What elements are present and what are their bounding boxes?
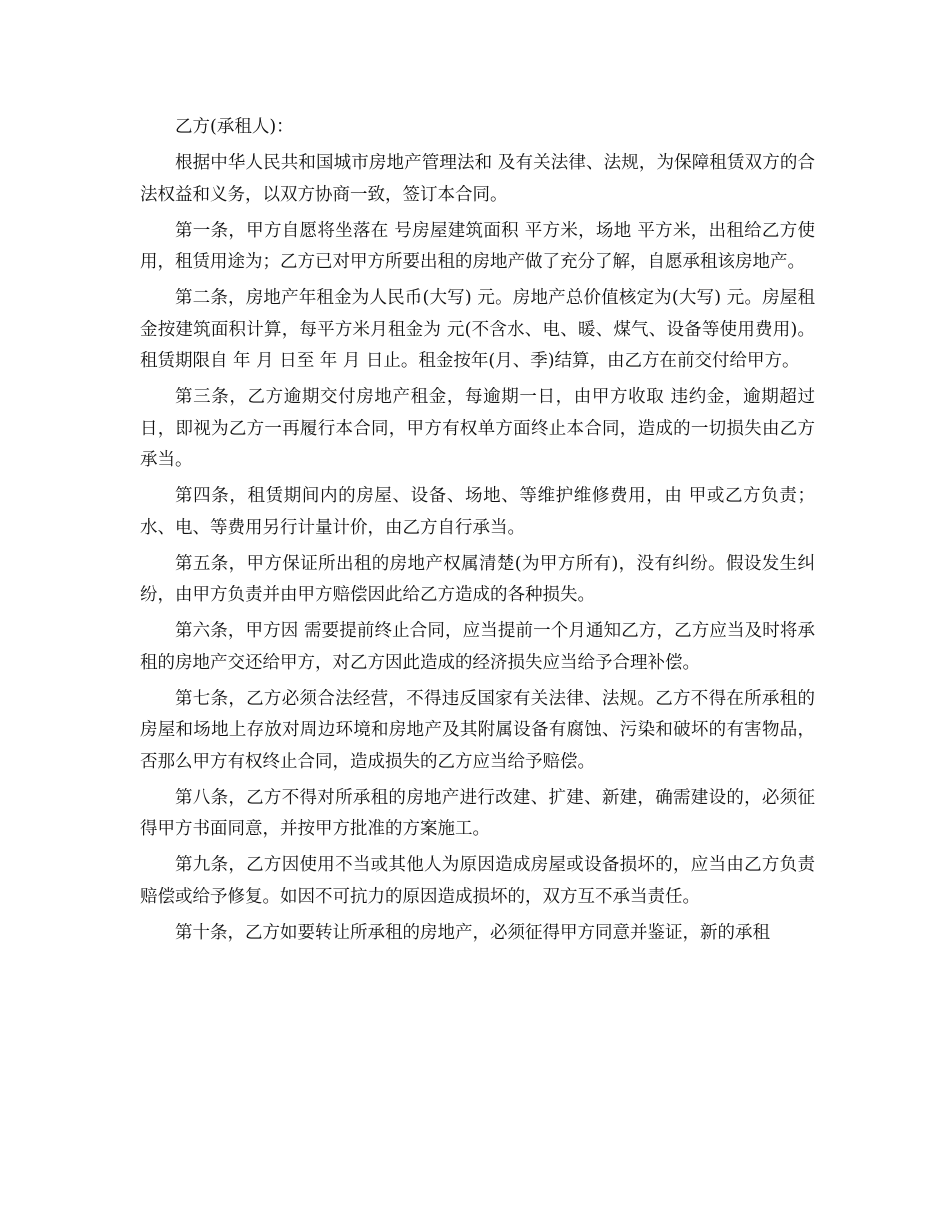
article-2-paragraph: 第二条，房地产年租金为人民币(大写) 元。房地产总价值核定为(大写) 元。房屋租金按建筑面积计算，每平方米月租金为 元(不含水、电、暖、煤气、设备等使用费用)。租赁期限自 年 月 日至 年 月 日止。租金按年(月、季)结算，由乙方在前交付给甲方。: [140, 288, 815, 371]
article-4-paragraph: 第四条，租赁期间内的房屋、设备、场地、等维护维修费用，由 甲或乙方负责；水、电、等费用另行计量计价，由乙方自行承当。: [140, 486, 815, 538]
article-6-paragraph: 第六条，甲方因 需要提前终止合同，应当提前一个月通知乙方，乙方应当及时将承租的房地产交还给甲方，对乙方因此造成的经济损失应当给予合理补偿。: [140, 621, 815, 673]
article-1-paragraph: 第一条，甲方自愿将坐落在 号房屋建筑面积 平方米，场地 平方米，出租给乙方使用，租赁用途为；乙方已对甲方所要出租的房地产做了充分了解，自愿承租该房地产。: [140, 220, 815, 272]
article-8-paragraph: 第八条，乙方不得对所承租的房地产进行改建、扩建、新建，确需建设的，必须征得甲方书面同意，并按甲方批准的方案施工。: [140, 787, 815, 839]
article-3-paragraph: 第三条，乙方逾期交付房地产租金，每逾期一日，由甲方收取 违约金，逾期超过 日，即视为乙方一再履行本合同，甲方有权单方面终止本合同，造成的一切损失由乙方承当。: [140, 387, 815, 470]
article-7-paragraph: 第七条，乙方必须合法经营，不得违反国家有关法律、法规。乙方不得在所承租的房屋和场地上存放对周边环境和房地产及其附属设备有腐蚀、污染和破坏的有害物品，否那么甲方有权终止合同，造成损失的乙方应当给予赔偿。: [140, 688, 815, 772]
article-5-paragraph: 第五条，甲方保证所出租的房地产权属清楚(为甲方所有)，没有纠纷。假设发生纠纷，由甲方负责并由甲方赔偿因此给乙方造成的各种损失。: [140, 553, 815, 605]
article-9-paragraph: 第九条，乙方因使用不当或其他人为原因造成房屋或设备损坏的，应当由乙方负责赔偿或给予修复。如因不可抗力的原因造成损坏的，双方互不承当责任。: [140, 855, 815, 907]
document-page: [140, 112, 815, 954]
party-b-line: 乙方(承租人)：: [175, 117, 294, 137]
article-10-paragraph: 第十条，乙方如要转让所承租的房地产，必须征得甲方同意并鉴证，新的承租: [175, 922, 770, 943]
preamble-paragraph: 根据中华人民共和国城市房地产管理法和 及有关法律、法规，为保障租赁双方的合法权益和义务，以双方协商一致，签订本合同。: [140, 153, 815, 205]
